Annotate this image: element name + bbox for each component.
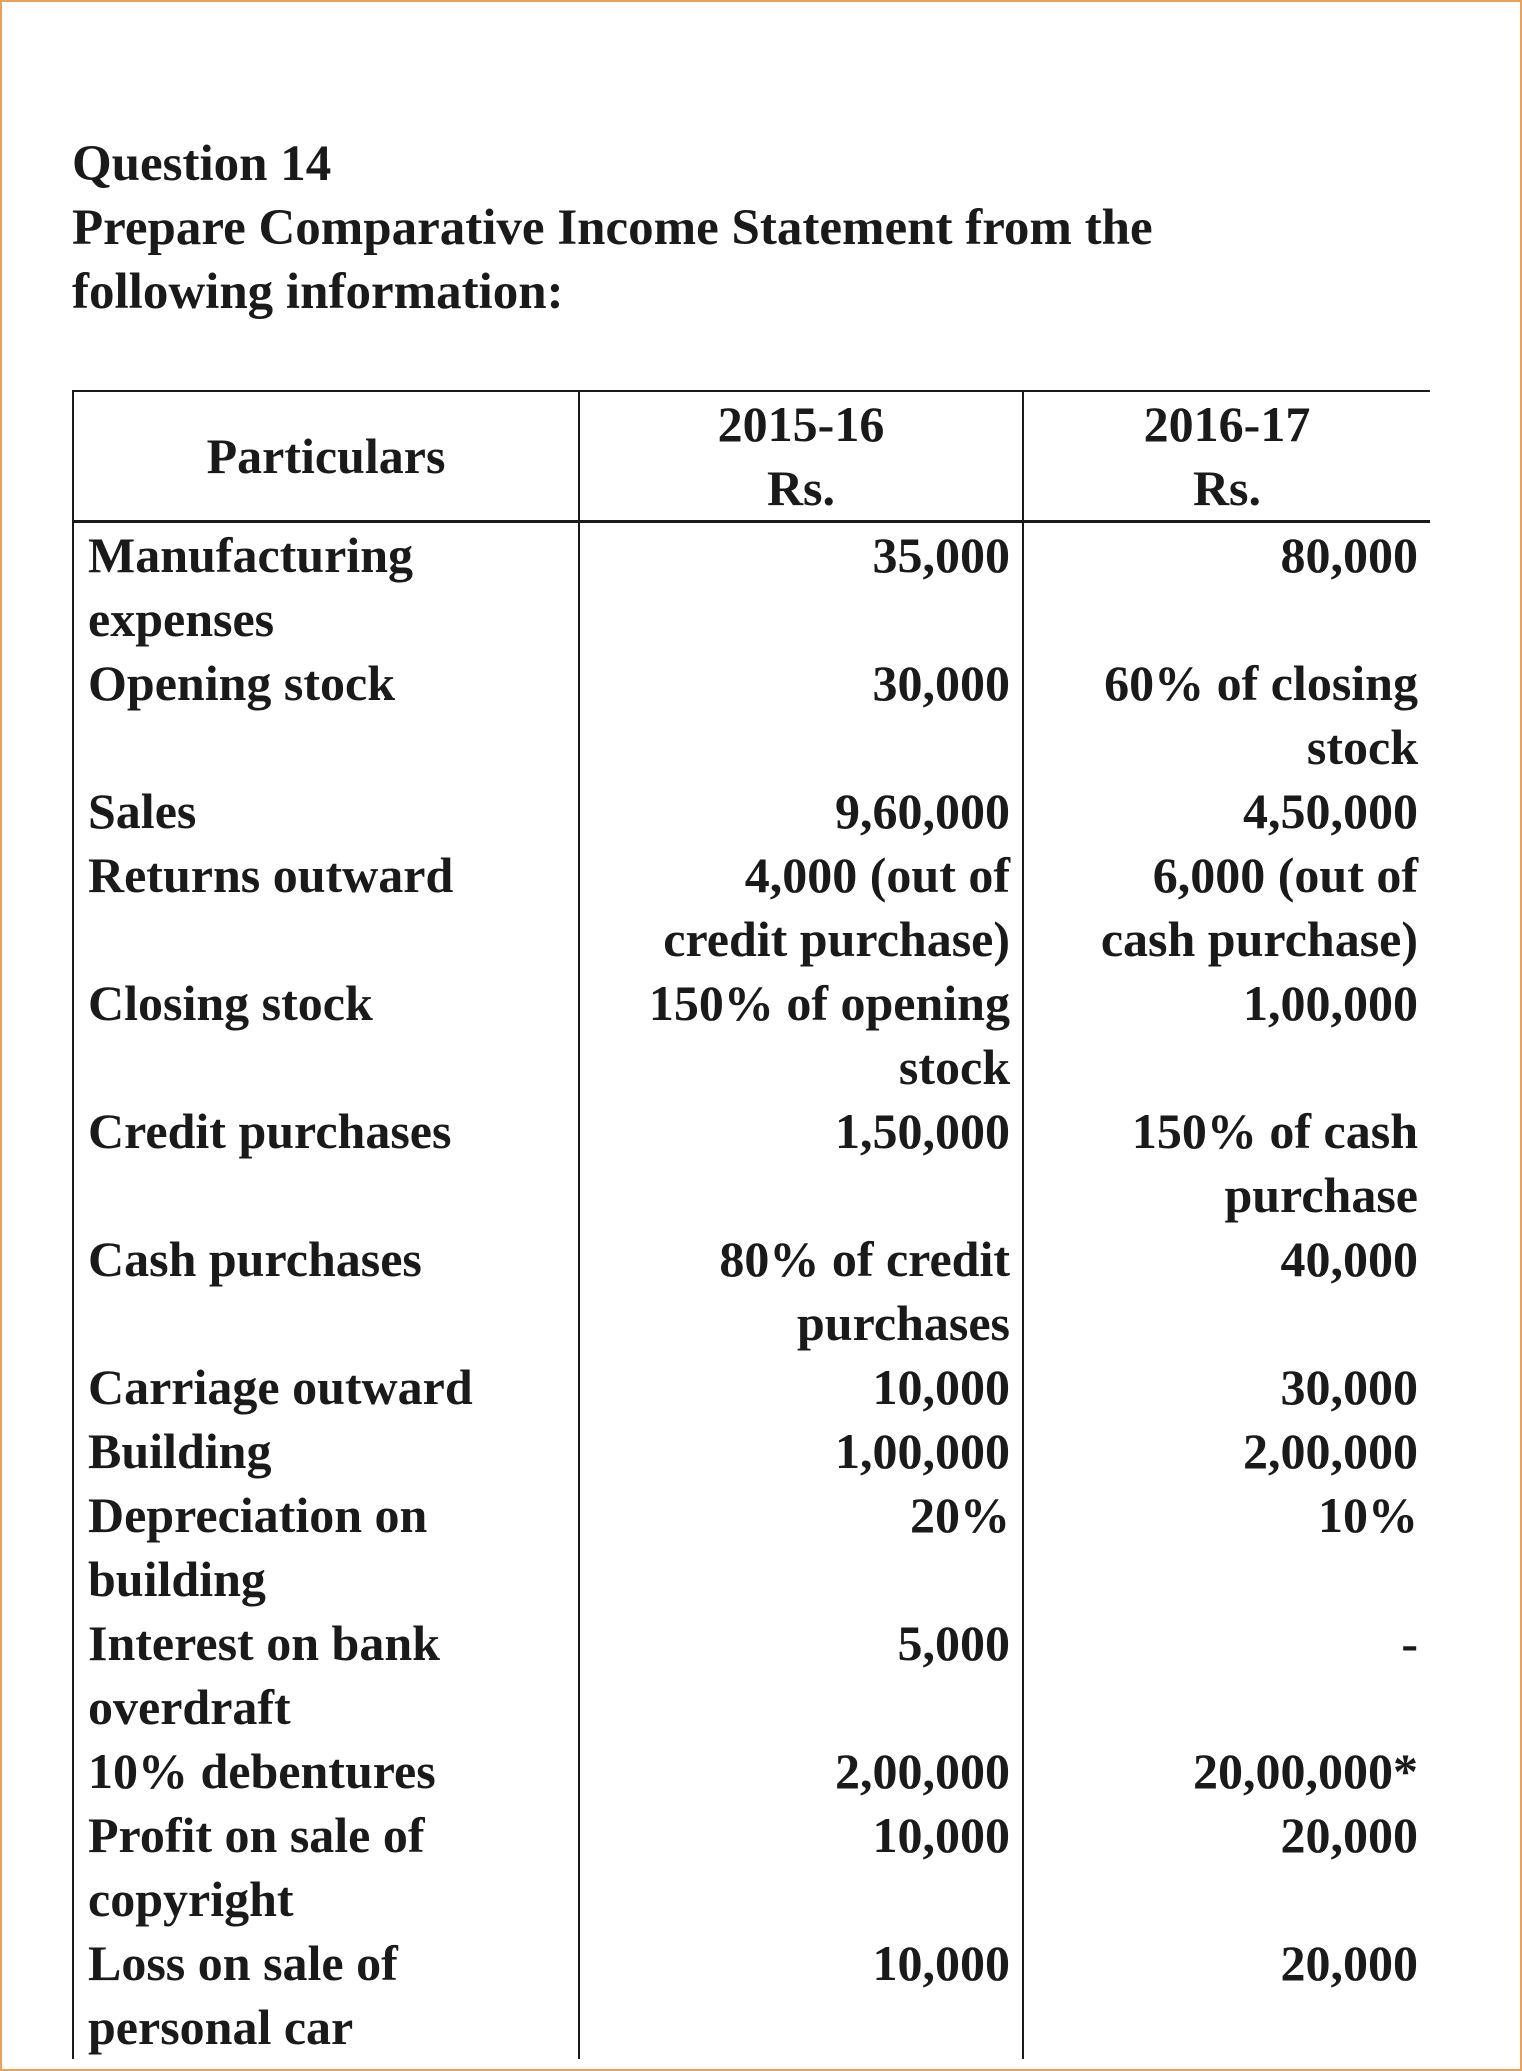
table-row bbox=[73, 1419, 1430, 1483]
question-text-line-1: Prepare Comparative Income Statement from the bbox=[72, 200, 1153, 256]
value-2016-17: 1,00,000 bbox=[1023, 971, 1430, 1099]
row-label: Cash purchases bbox=[73, 1227, 579, 1355]
table-row bbox=[73, 1483, 1430, 1611]
row-label: Manufacturing expenses bbox=[73, 522, 579, 652]
row-label: Loss on sale of personal car bbox=[73, 1931, 579, 2059]
row-label: Building bbox=[73, 1419, 579, 1483]
value-2015-16: 30,000 bbox=[579, 651, 1023, 779]
table-row bbox=[73, 1227, 1430, 1355]
table-row bbox=[73, 1099, 1430, 1227]
table-row bbox=[73, 1611, 1430, 1739]
row-label: Depreciation on building bbox=[73, 1483, 579, 1611]
row-label: Profit on sale of copyright bbox=[73, 1803, 579, 1931]
row-label: Interest on bank overdraft bbox=[73, 1611, 579, 1739]
value-2015-16: 150% of opening stock bbox=[579, 971, 1023, 1099]
question-block bbox=[72, 132, 1452, 324]
header-year: 2015-16 bbox=[717, 396, 885, 452]
value-2016-17: 30,000 bbox=[1023, 1355, 1430, 1419]
table-row bbox=[73, 1803, 1430, 1931]
value-2016-17: 80,000 bbox=[1023, 522, 1430, 652]
value-2016-17: 60% of closing stock bbox=[1023, 651, 1430, 779]
table-row bbox=[73, 1739, 1430, 1803]
value-2015-16: 1,00,000 bbox=[579, 1419, 1023, 1483]
value-2016-17: 2,00,000 bbox=[1023, 1419, 1430, 1483]
row-label: 10% debentures bbox=[73, 1739, 579, 1803]
row-label: Carriage outward bbox=[73, 1355, 579, 1419]
table-row bbox=[73, 522, 1430, 652]
row-label: Sales bbox=[73, 779, 579, 843]
information-table bbox=[72, 390, 1430, 2059]
value-2015-16: 35,000 bbox=[579, 522, 1023, 652]
header-2016-17 bbox=[1023, 391, 1430, 522]
value-2016-17: - bbox=[1023, 1611, 1430, 1739]
question-number: Question 14 bbox=[72, 136, 332, 192]
value-2015-16: 5,000 bbox=[579, 1611, 1023, 1739]
value-2015-16: 80% of credit purchases bbox=[579, 1227, 1023, 1355]
header-2015-16 bbox=[579, 391, 1023, 522]
value-2015-16: 9,60,000 bbox=[579, 779, 1023, 843]
value-2015-16: 10,000 bbox=[579, 1355, 1023, 1419]
value-2015-16: 20% bbox=[579, 1483, 1023, 1611]
value-2015-16: 10,000 bbox=[579, 1931, 1023, 2059]
table-row bbox=[73, 651, 1430, 779]
value-2016-17: 10% bbox=[1023, 1483, 1430, 1611]
table-body bbox=[73, 522, 1430, 2060]
value-2015-16: 2,00,000 bbox=[579, 1739, 1023, 1803]
value-2016-17: 4,50,000 bbox=[1023, 779, 1430, 843]
value-2016-17: 20,000 bbox=[1023, 1931, 1430, 2059]
data-table-container bbox=[72, 390, 1430, 2071]
table-row bbox=[73, 843, 1430, 971]
header-year: 2016-17 bbox=[1143, 396, 1311, 452]
question-text-line-2: following information: bbox=[72, 264, 564, 320]
value-2016-17: 20,000 bbox=[1023, 1803, 1430, 1931]
table-row bbox=[73, 1355, 1430, 1419]
value-2016-17: 20,00,000* bbox=[1023, 1739, 1430, 1803]
table-row bbox=[73, 1931, 1430, 2059]
header-unit: Rs. bbox=[1192, 460, 1262, 516]
value-2016-17: 40,000 bbox=[1023, 1227, 1430, 1355]
table-row bbox=[73, 971, 1430, 1099]
value-2016-17: 6,000 (out of cash purchase) bbox=[1023, 843, 1430, 971]
value-2015-16: 4,000 (out of credit purchase) bbox=[579, 843, 1023, 971]
table-header-row bbox=[73, 391, 1430, 522]
header-particulars: Particulars bbox=[73, 391, 579, 522]
row-label: Credit purchases bbox=[73, 1099, 579, 1227]
row-label: Closing stock bbox=[73, 971, 579, 1099]
value-2015-16: 1,50,000 bbox=[579, 1099, 1023, 1227]
header-unit: Rs. bbox=[766, 460, 836, 516]
value-2016-17: 150% of cash purchase bbox=[1023, 1099, 1430, 1227]
row-label: Opening stock bbox=[73, 651, 579, 779]
row-label: Returns outward bbox=[73, 843, 579, 971]
value-2015-16: 10,000 bbox=[579, 1803, 1023, 1931]
table-row bbox=[73, 779, 1430, 843]
